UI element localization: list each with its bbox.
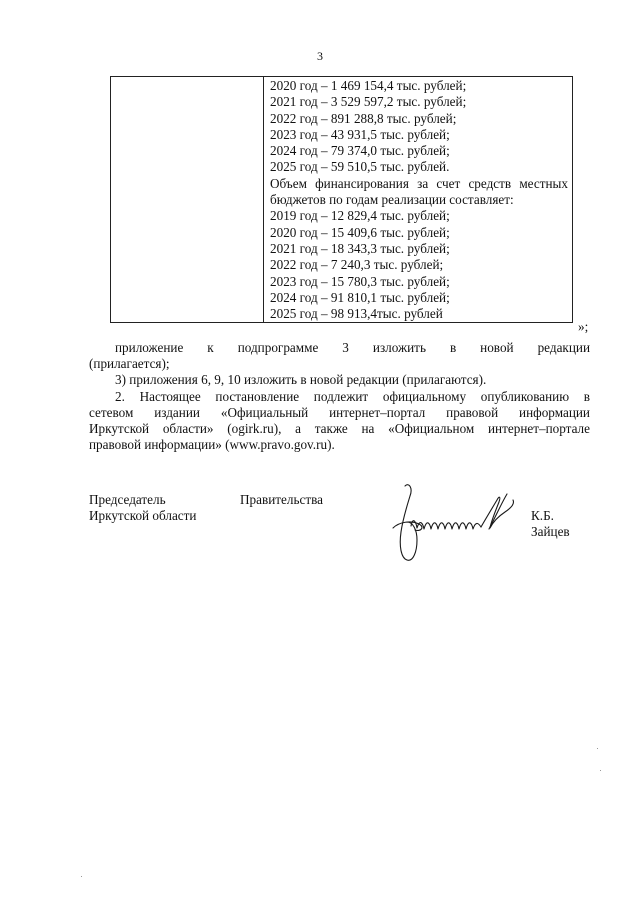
financing-line: 2020 год – 1 469 154,4 тыс. рублей;: [270, 78, 467, 93]
scan-speck: [81, 876, 82, 877]
financing-table: [110, 76, 573, 323]
financing-line: 2025 год – 98 913,4тыс. рублей: [270, 306, 443, 322]
financing-line: 2023 год – 43 931,5 тыс. рублей;: [270, 126, 450, 142]
scan-speck: [600, 770, 601, 771]
financing-line: 2024 год – 79 374,0 тыс. рублей;: [270, 143, 450, 159]
page-number: 3: [317, 49, 323, 63]
signature-block: [89, 492, 594, 572]
signatory-title: Председатель: [89, 492, 166, 507]
paragraph-item2-line: сетевом издании «Официальный интернет–портал правовой информации: [89, 404, 590, 420]
paragraph-item2-line: 2. Настоящее постановление подлежит официальному опубликованию в: [115, 388, 590, 404]
body-paragraphs: [89, 340, 590, 453]
financing-line: 2022 год – 7 240,3 тыс. рублей;: [270, 257, 444, 273]
signatory-title: Иркутской области: [89, 508, 197, 523]
signatory-title: Правительства: [240, 492, 323, 507]
financing-line: 2021 год – 18 343,3 тыс. рублей;: [270, 240, 450, 256]
paragraph-appendix-line: (прилагается);: [89, 356, 170, 372]
table-cell-empty: [111, 77, 264, 323]
financing-line: 2022 год – 891 288,8 тыс. рублей;: [270, 110, 457, 126]
closing-quote: »;: [578, 319, 589, 334]
paragraph-item2-line: Иркутской области» (ogirk.ru), а также на «Официальном интернет–портале: [89, 421, 590, 437]
signatory-name: К.Б. Зайцев: [531, 508, 570, 540]
table-cell-financing: [264, 77, 573, 323]
financing-line: 2023 год – 15 780,3 тыс. рублей;: [270, 273, 450, 289]
handwritten-signature: [389, 478, 529, 568]
scan-speck: [597, 748, 598, 749]
financing-line: 2024 год – 91 810,1 тыс. рублей;: [270, 289, 450, 305]
financing-line: 2020 год – 15 409,6 тыс. рублей;: [270, 224, 450, 240]
financing-line: 2025 год – 59 510,5 тыс. рублей.: [270, 159, 450, 175]
financing-line: 2021 год – 3 529 597,2 тыс. рублей;: [270, 94, 467, 110]
local-budget-heading: Объем финансирования за счет средств местных бюджетов по годам реализации составляет:: [270, 175, 568, 208]
financing-line: 2019 год – 12 829,4 тыс. рублей;: [270, 208, 450, 224]
paragraph-appendix-line: приложение к подпрограмме 3 изложить в новой редакции: [115, 340, 590, 355]
table-row: [111, 77, 573, 323]
paragraph-item3: 3) приложения 6, 9, 10 изложить в новой редакции (прилагаются).: [115, 372, 487, 388]
paragraph-item2-line: правовой информации» (www.pravo.gov.ru).: [89, 437, 335, 453]
